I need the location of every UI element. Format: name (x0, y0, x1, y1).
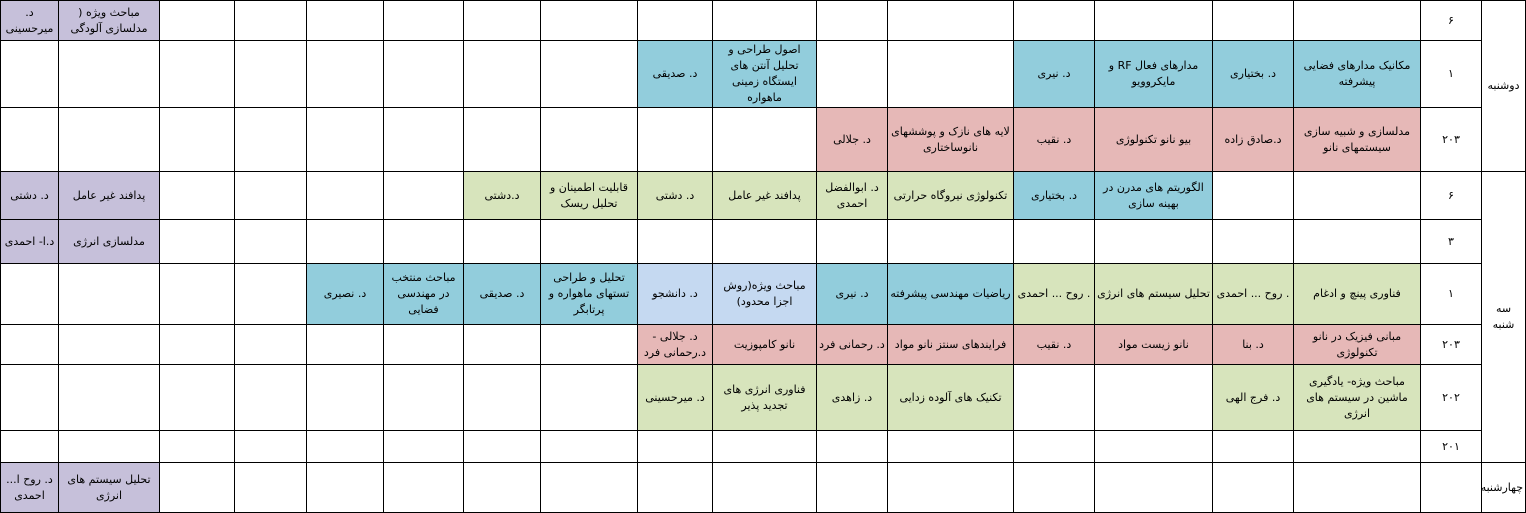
course-cell: مدلسازی انرژی (59, 220, 160, 264)
instructor-cell: . روح ... احمدی (1213, 264, 1294, 325)
course-cell (888, 1, 1014, 41)
instructor-cell (307, 108, 384, 172)
instructor-cell (1014, 220, 1095, 264)
instructor-cell (464, 220, 541, 264)
course-cell (1294, 220, 1421, 264)
room-number: ۶ (1421, 172, 1482, 220)
course-cell: مدلسازی و شبیه سازی سیستمهای نانو (1294, 108, 1421, 172)
course-cell: تکنولوژی نیروگاه حرارتی (888, 172, 1014, 220)
course-cell (384, 325, 464, 365)
instructor-cell (160, 1, 235, 41)
course-cell (1294, 172, 1421, 220)
course-cell (59, 108, 160, 172)
instructor-cell (160, 431, 235, 463)
course-cell: فناوری پینچ و ادغام (1294, 264, 1421, 325)
course-cell (59, 325, 160, 365)
course-cell (713, 108, 817, 172)
course-cell (235, 463, 307, 513)
course-cell (235, 431, 307, 463)
room-number: ۲۰۳ (1421, 325, 1482, 365)
instructor-cell (817, 220, 888, 264)
course-cell: مکانیک مدارهای فضایی پیشرفته (1294, 41, 1421, 108)
course-cell: مدارهای فعال RF و مایکروویو (1095, 41, 1213, 108)
course-cell (1095, 220, 1213, 264)
course-cell (235, 325, 307, 365)
instructor-cell: د. بختیاری (1014, 172, 1095, 220)
instructor-cell (1, 41, 59, 108)
course-cell: تحلیل سیستم های انرژی (59, 463, 160, 513)
instructor-cell (1014, 463, 1095, 513)
course-cell: مباحث منتخب در مهندسی فضایی (384, 264, 464, 325)
course-cell (1294, 463, 1421, 513)
instructor-cell (1213, 431, 1294, 463)
instructor-cell (1014, 431, 1095, 463)
course-cell: مبانی فیزیک در نانو تکنولوژی (1294, 325, 1421, 365)
instructor-cell: د. نیری (1014, 41, 1095, 108)
instructor-cell: د. میرحسینی (638, 365, 713, 431)
course-cell (1294, 431, 1421, 463)
instructor-cell: د. نیری (817, 264, 888, 325)
course-cell (384, 463, 464, 513)
course-cell (541, 1, 638, 41)
table-row (1, 431, 1526, 463)
instructor-cell (160, 41, 235, 108)
instructor-cell (307, 325, 384, 365)
table-row (1, 1, 1526, 41)
room-number: ۳ (1421, 220, 1482, 264)
course-cell (541, 365, 638, 431)
day-label: سه شنبه (1482, 172, 1526, 463)
instructor-cell: د. دانشجو (638, 264, 713, 325)
course-cell (384, 172, 464, 220)
instructor-cell: د. صدیقی (464, 264, 541, 325)
instructor-cell: د. جلالی - د.رحمانی فرد (638, 325, 713, 365)
instructor-cell: د. روح ا... احمدی (1, 463, 59, 513)
instructor-cell (464, 365, 541, 431)
instructor-cell (1014, 1, 1095, 41)
instructor-cell (464, 1, 541, 41)
course-cell (235, 1, 307, 41)
course-cell (713, 1, 817, 41)
instructor-cell (1, 264, 59, 325)
instructor-cell: د. زاهدی (817, 365, 888, 431)
instructor-cell (307, 172, 384, 220)
instructor-cell (307, 220, 384, 264)
instructor-cell (638, 220, 713, 264)
instructor-cell: د. نصیری (307, 264, 384, 325)
course-cell (235, 365, 307, 431)
course-cell (541, 463, 638, 513)
room-number: ۲۰۳ (1421, 108, 1482, 172)
course-cell: نانو کامپوزیت (713, 325, 817, 365)
table-row (1, 108, 1526, 172)
instructor-cell: د. صدیقی (638, 41, 713, 108)
course-cell: پدافند غیر عامل (713, 172, 817, 220)
course-cell (384, 365, 464, 431)
instructor-cell (307, 1, 384, 41)
instructor-cell (1014, 365, 1095, 431)
instructor-cell (817, 1, 888, 41)
room-number: ۶ (1421, 1, 1482, 41)
instructor-cell (638, 463, 713, 513)
instructor-cell (160, 108, 235, 172)
instructor-cell: د. میرحسینی (1, 1, 59, 41)
course-cell: فرایندهای سنتز نانو مواد (888, 325, 1014, 365)
instructor-cell (160, 365, 235, 431)
course-cell: مباحث ویژه(روش اجزا محدود) (713, 264, 817, 325)
course-cell (713, 431, 817, 463)
instructor-cell: د.دشتی (464, 172, 541, 220)
schedule-body (1, 1, 1526, 513)
course-cell (888, 41, 1014, 108)
course-cell (1095, 431, 1213, 463)
instructor-cell (160, 264, 235, 325)
room-number: ۱ (1421, 41, 1482, 108)
course-cell (384, 108, 464, 172)
instructor-cell (307, 431, 384, 463)
course-cell (888, 431, 1014, 463)
instructor-cell (1213, 1, 1294, 41)
course-cell: نانو زیست مواد (1095, 325, 1213, 365)
course-cell: تحلیل و طراحی تستهای ماهواره و پرتابگر (541, 264, 638, 325)
course-cell (713, 463, 817, 513)
course-cell (235, 41, 307, 108)
course-cell: تحلیل سیستم های انرژی (1095, 264, 1213, 325)
course-cell: تکنیک های آلوده زدایی (888, 365, 1014, 431)
instructor-cell (1213, 220, 1294, 264)
room-number (1421, 463, 1482, 513)
instructor-cell: . روح ... احمدی (1014, 264, 1095, 325)
course-cell (235, 172, 307, 220)
course-cell: مباحث ویژه- یادگیری ماشین در سیستم های انرژی (1294, 365, 1421, 431)
course-cell (713, 220, 817, 264)
instructor-cell (817, 463, 888, 513)
instructor-cell (464, 325, 541, 365)
table-row (1, 365, 1526, 431)
instructor-cell (464, 431, 541, 463)
instructor-cell: د. نقیب (1014, 325, 1095, 365)
course-cell (1095, 365, 1213, 431)
course-cell (59, 431, 160, 463)
instructor-cell (1, 108, 59, 172)
instructor-cell (1, 431, 59, 463)
instructor-cell (160, 172, 235, 220)
instructor-cell (160, 463, 235, 513)
table-row (1, 463, 1526, 513)
course-cell: الگوریتم های مدرن در بهینه سازی (1095, 172, 1213, 220)
instructor-cell (1, 365, 59, 431)
course-cell: لایه های نازک و پوششهای نانوساختاری (888, 108, 1014, 172)
room-number: ۲۰۲ (1421, 365, 1482, 431)
instructor-cell (307, 463, 384, 513)
instructor-cell (638, 108, 713, 172)
course-cell: قابلیت اطمینان و تحلیل ریسک (541, 172, 638, 220)
table-row (1, 264, 1526, 325)
day-label: دوشنبه (1482, 1, 1526, 172)
instructor-cell: د. بنا (1213, 325, 1294, 365)
instructor-cell (1, 325, 59, 365)
room-number: ۲۰۱ (1421, 431, 1482, 463)
instructor-cell: د. جلالی (817, 108, 888, 172)
instructor-cell: د. دشتی (638, 172, 713, 220)
course-cell (1294, 1, 1421, 41)
instructor-cell (1213, 463, 1294, 513)
instructor-cell (817, 41, 888, 108)
course-cell (384, 41, 464, 108)
room-number: ۱ (1421, 264, 1482, 325)
instructor-cell: د.صادق زاده (1213, 108, 1294, 172)
course-cell (384, 1, 464, 41)
instructor-cell: د. رحمانی فرد (817, 325, 888, 365)
course-cell (384, 431, 464, 463)
course-cell (541, 108, 638, 172)
course-cell (235, 264, 307, 325)
course-cell (59, 365, 160, 431)
course-cell (541, 325, 638, 365)
day-label: چهارشنبه (1482, 463, 1526, 513)
course-cell: بیو نانو تکنولوژی (1095, 108, 1213, 172)
course-cell (888, 220, 1014, 264)
course-cell (235, 220, 307, 264)
instructor-cell (464, 108, 541, 172)
course-cell: اصول طراحی و تحلیل آنتن های ایستگاه زمینی ماهواره (713, 41, 817, 108)
instructor-cell (638, 1, 713, 41)
instructor-cell (307, 365, 384, 431)
table-row (1, 220, 1526, 264)
course-cell (384, 220, 464, 264)
instructor-cell: د. بختیاری (1213, 41, 1294, 108)
course-cell (59, 264, 160, 325)
course-cell: پدافند غیر عامل (59, 172, 160, 220)
instructor-cell: د. نقیب (1014, 108, 1095, 172)
instructor-cell (160, 220, 235, 264)
course-cell (541, 41, 638, 108)
course-cell: مباحث ویژه ( مدلسازی آلودگی (59, 1, 160, 41)
instructor-cell: د. فرج الهی (1213, 365, 1294, 431)
instructor-cell (638, 431, 713, 463)
instructor-cell: د. ابوالفضل احمدی (817, 172, 888, 220)
instructor-cell (464, 463, 541, 513)
course-cell (235, 108, 307, 172)
course-cell: ریاضیات مهندسی پیشرفته (888, 264, 1014, 325)
course-cell (888, 463, 1014, 513)
instructor-cell (464, 41, 541, 108)
course-cell: فناوری انرژی های تجدید پذیر (713, 365, 817, 431)
instructor-cell (817, 431, 888, 463)
course-cell (1095, 463, 1213, 513)
course-cell (541, 220, 638, 264)
table-row (1, 41, 1526, 108)
instructor-cell (1213, 172, 1294, 220)
course-cell (541, 431, 638, 463)
table-row (1, 325, 1526, 365)
course-cell (59, 41, 160, 108)
instructor-cell (160, 325, 235, 365)
instructor-cell: د.ا- احمدی (1, 220, 59, 264)
table-row (1, 172, 1526, 220)
instructor-cell: د. دشتی (1, 172, 59, 220)
instructor-cell (307, 41, 384, 108)
course-cell (1095, 1, 1213, 41)
